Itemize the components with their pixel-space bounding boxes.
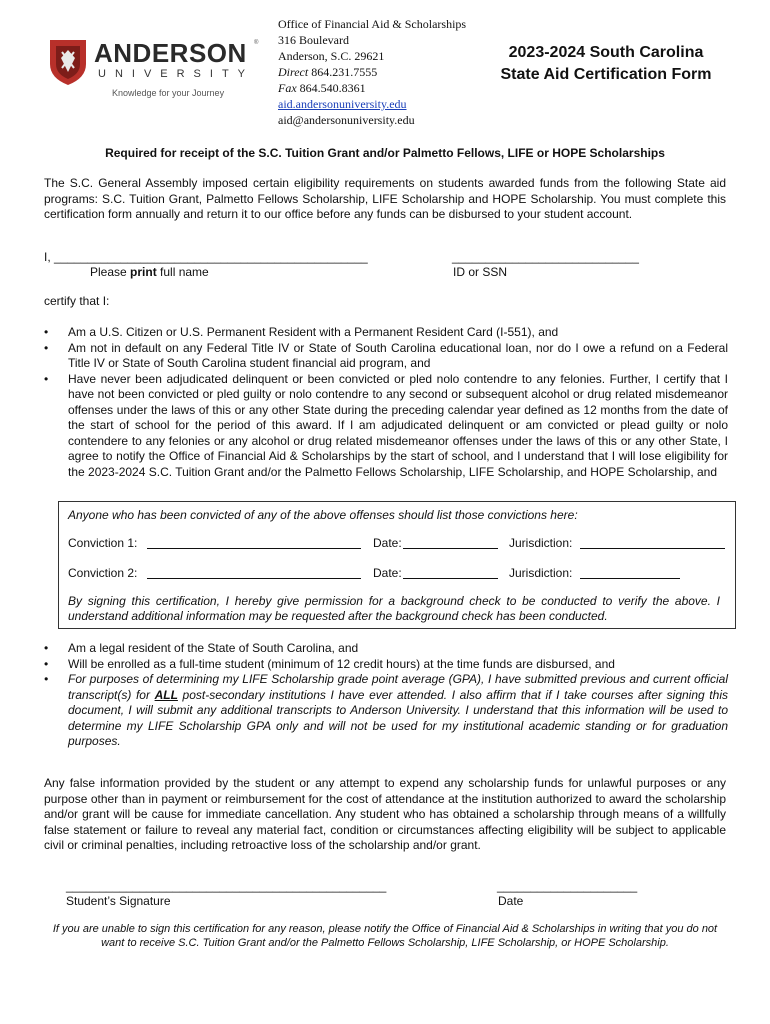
gpa-text-all: ALL: [154, 687, 178, 702]
fax-number: 864.540.8361: [299, 81, 366, 95]
date-2-field[interactable]: [403, 567, 498, 579]
logo-university: UNIVERSITY: [98, 68, 255, 80]
form-title-line2: State Aid Certification Form: [500, 66, 712, 83]
intro-paragraph: The S.C. General Assembly imposed certain eligibility requirements on students awarded funds from the following State aid programs: S.C. Tuition Grant, Palmetto Fellows Scholarship, LIFE Scholarship and HOPE Scholarship. You must complete this certification form annually and return it to our office before any funds can be disbursed to your student account.: [44, 176, 726, 221]
false-info-paragraph: Any false information provided by the student or any attempt to expend any scholarship funds for unlawful purposes or any purpose other than in payment or reimbursement for the cost of attendance at the institution authorized to award the scholarship and/or grant will be cause for immediate cancellation. Any student who has obtained a scholarship through means of a willfully false statement or failure to reveal any material fact, condition or circumstances affecting eligibility will be subject to applicable civil or criminal penalties, including retroactive loss of the scholarship and/or grant.: [44, 776, 726, 852]
date-label: Date: [498, 894, 524, 908]
list-item: • Have never been adjudicated delinquent or been convicted or pled nolo contendre to any felonies. Further, I certify that I have not been convicted or pled guilty or nolo contendre to any second or subsequent alcohol or drug related misdemeanor offenses under the laws of this or any other State during the preceding calendar year defined as 12 months from the date of the start of school for the period of this award. If I am adjudicated delinquent or am convicted or plead guilty or nolo contendere to any felonies or any alcohol or drug related misdemeanor offenses under the laws of this or any other State, I agree to notify the Office of Financial Aid & Scholarships by the start of school, and I understand that I will lose eligibility for the 2023-2024 S.C. Tuition Grant and/or the Palmetto Fellows Scholarship, LIFE Scholarship, and HOPE Scholarship, and: [44, 372, 728, 481]
gpa-text-post: post-secondary institutions I have ever attended. I also affirm that if I take courses after signing this document, I will submit any additional transcripts to Anderson University. I understand that this information will be used to determine my LIFE Scholarship GPA only and will not be used for my institutional academic standing or for graduation purposes.: [68, 687, 728, 748]
name-label-post: full name: [156, 265, 209, 279]
certify-text: certify that I:: [44, 294, 110, 308]
list-item: • Am a legal resident of the State of South Carolina, and: [44, 641, 728, 657]
date-2-label: Date:: [373, 566, 402, 580]
conviction-2-label: Conviction 2:: [68, 566, 138, 580]
jurisdiction-1-label: Jurisdiction:: [509, 536, 573, 550]
name-input-line[interactable]: _______________________________________________: [54, 250, 368, 264]
shield-icon: [48, 38, 88, 86]
id-input-line[interactable]: ____________________________: [452, 250, 639, 264]
office-direct: [278, 64, 466, 80]
date-line[interactable]: _____________________: [497, 879, 638, 893]
list-item: • Will be enrolled as a full-time student (minimum of 12 credit hours) at the time funds are disbursed, and: [44, 657, 728, 673]
background-check-consent: By signing this certification, I hereby give permission for a background check to be conducted to verify the above. I understand additional information may be requested after the background check has been conducted.: [68, 594, 720, 623]
list-item: • Am not in default on any Federal Title IV or State of South Carolina educational loan, nor do I owe a refund on a Federal Title IV or State of South Carolina student financial aid program, and: [44, 341, 728, 372]
direct-label: Direct: [278, 65, 309, 79]
list-item: [44, 672, 728, 750]
name-line: [44, 250, 368, 264]
convictions-heading: Anyone who has been convicted of any of the above offenses should list those convictions here:: [68, 508, 578, 522]
jurisdiction-2-label: Jurisdiction:: [509, 566, 573, 580]
name-label-bold: print: [130, 265, 157, 279]
required-heading: Required for receipt of the S.C. Tuition Grant and/or Palmetto Fellows, LIFE or HOPE Scholarships: [105, 146, 665, 160]
form-title-line1: 2023-2024 South Carolina: [508, 44, 704, 61]
fax-label: Fax: [278, 81, 297, 95]
office-email: aid@andersonuniversity.edu: [278, 113, 415, 127]
list-item: • Am a U.S. Citizen or U.S. Permanent Resident with a Permanent Resident Card (I-551), and: [44, 325, 728, 341]
id-label: ID or SSN: [453, 265, 508, 279]
eligibility-list: [44, 325, 728, 480]
direct-phone: 864.231.7555: [311, 65, 378, 79]
signature-label: Student’s Signature: [66, 894, 171, 908]
residency-list: [44, 641, 728, 750]
name-label: [90, 265, 209, 279]
conviction-2-field[interactable]: [147, 567, 361, 579]
date-1-field[interactable]: [403, 537, 498, 549]
logo-registered-mark: ®: [254, 40, 259, 46]
logo-name: ANDERSON: [94, 38, 247, 68]
office-website-link[interactable]: aid.andersonuniversity.edu: [278, 97, 407, 111]
name-prefix: I,: [44, 250, 55, 264]
office-contact: [278, 16, 466, 128]
office-street: 316 Boulevard: [278, 33, 349, 47]
logo-tagline: Knowledge for your Journey: [112, 88, 225, 98]
office-city: Anderson, S.C. 29621: [278, 49, 385, 63]
name-label-pre: Please: [90, 265, 131, 279]
office-fax: [278, 80, 466, 96]
convictions-box: [58, 501, 736, 629]
gpa-text-pre: For purposes of determining my LIFE Scholarship grade point average (GPA), I have submitted previous and current official transcript(s) for: [68, 672, 728, 702]
conviction-1-field[interactable]: [147, 537, 361, 549]
jurisdiction-2-field[interactable]: [580, 567, 680, 579]
form-title: [476, 42, 736, 86]
office-name: Office of Financial Aid & Scholarships: [278, 17, 467, 31]
footnote: If you are unable to sign this certification for any reason, please notify the Office of Financial Aid & Scholarships in writing that you do not want to receive S.C. Tuition Grant and/or the Palmetto Fellows Scholarship, LIFE Scholarship, or HOPE Scholarship.: [52, 923, 718, 949]
signature-line[interactable]: ________________________________________________: [66, 879, 387, 893]
university-logo: [48, 36, 263, 100]
jurisdiction-1-field[interactable]: [580, 537, 725, 549]
date-1-label: Date:: [373, 536, 402, 550]
conviction-1-label: Conviction 1:: [68, 536, 138, 550]
